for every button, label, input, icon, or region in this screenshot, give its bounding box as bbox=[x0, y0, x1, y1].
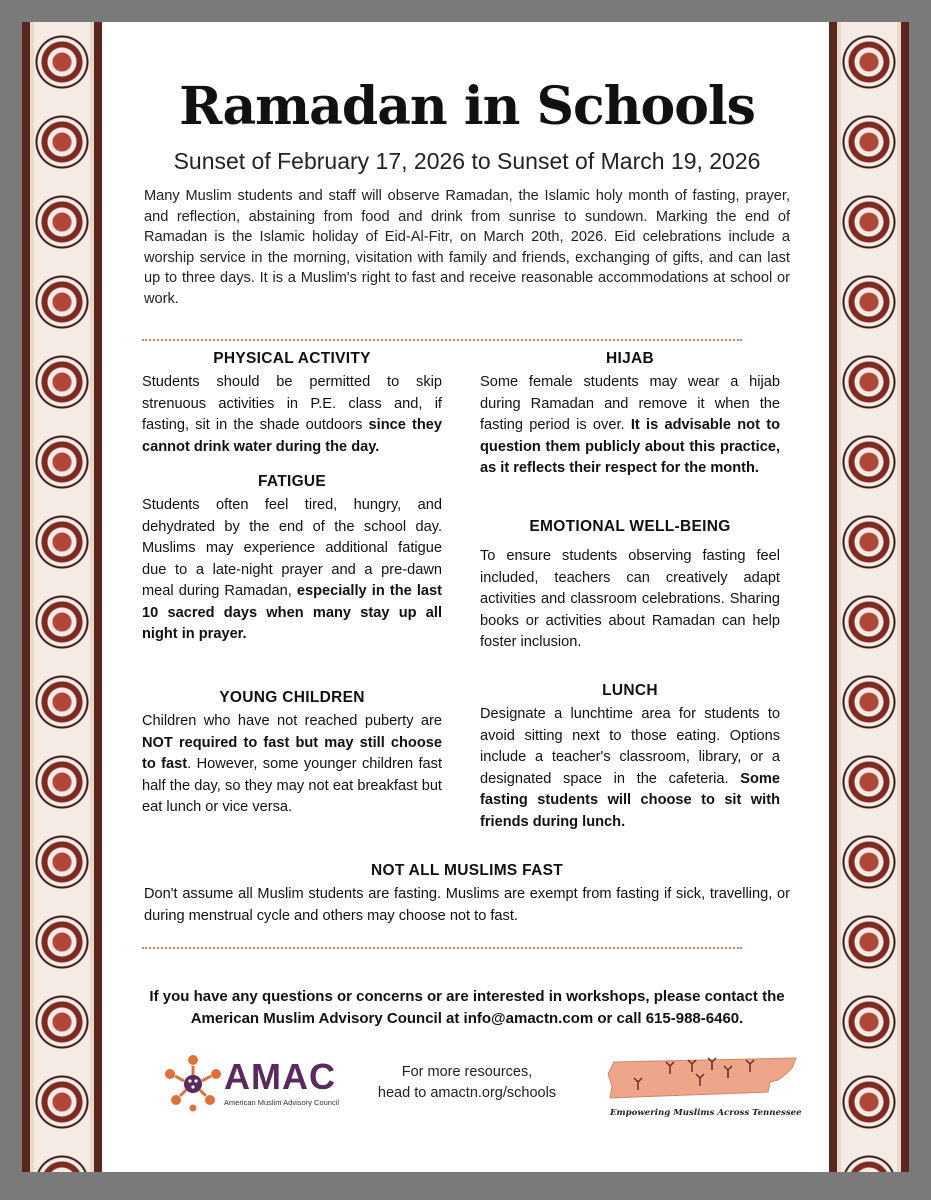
tennessee-logo bbox=[600, 1052, 812, 1122]
flyer-content bbox=[122, 22, 812, 1172]
section-body: Students often feel tired, hungry, and dehydrated by the end of the school day. Muslims may experience additional fatigue due to a late-night prayer and a pre-dawn meal during Ramadan, especially in the last 10 sacred days when many stay up all night in prayer. bbox=[142, 497, 442, 642]
tennessee-tagline: Empowering Muslims Across Tennessee bbox=[610, 1108, 802, 1118]
section-emotional-well-being bbox=[480, 518, 780, 654]
section-body: Don't assume all Muslim students are fasting. Muslims are exempt from fasting if sick, travelling, or during menstrual cycle and others may choose not to fast. bbox=[144, 886, 790, 924]
date-range: Sunset of February 17, 2026 to Sunset of March 19, 2026 bbox=[173, 148, 761, 174]
section-body: Children who have not reached puberty are NOT required to fast but may still choose to fast. However, some younger children fast half the day, so they may not eat breakfast but eat lunch or vice versa. bbox=[142, 713, 443, 815]
resources-note: For more resources, head to amactn.org/schools bbox=[362, 1062, 572, 1104]
section-young-children bbox=[142, 689, 442, 819]
section-body: Some female students may wear a hijab during Ramadan and remove it when the fasting period is over. It is advisable not to question them publicly about this practice, as it reflects their respect for the month. bbox=[480, 374, 780, 476]
section-heading: LUNCH bbox=[602, 682, 658, 699]
section-heading: HIJAB bbox=[605, 350, 654, 367]
section-body: Students should be permitted to skip strenuous activities in P.E. class and, if fasting, sit in the shade outdoors since they cannot drink water during the day. bbox=[142, 374, 442, 455]
right-ornamental-border bbox=[829, 22, 909, 1172]
section-physical-activity bbox=[142, 350, 442, 458]
section-not-all-muslims-fast bbox=[144, 862, 790, 927]
section-body: Designate a lunchtime area for students to avoid sitting next to those eating. Options include a teacher's classroom, library, or a designated space in the cafeteria. Some fasting students will choose to sit with friends during lunch. bbox=[480, 706, 780, 830]
left-ornamental-border bbox=[22, 22, 102, 1172]
amac-full-name: American Muslim Advisory Council bbox=[224, 1098, 340, 1107]
amac-emblem-icon bbox=[162, 1052, 224, 1112]
contact-info: If you have any questions or concerns or are interested in workshops, please contact the American Muslim Advisory Council at info@amactn.com or call 615-988-6460. bbox=[149, 988, 785, 1027]
section-hijab bbox=[480, 350, 780, 480]
intro-paragraph: Many Muslim students and staff will observe Ramadan, the Islamic holy month of fasting, prayer, and reflection, abstaining from food and drink from sunrise to sundown. Marking the end of Ramadan is the Islamic holiday of Eid-Al-Fitr, on March 20th, 2026. Eid celebrations include a worship service in the morning, visitation with family and friends, exchanging of gifts, and can last up to three days. It is a Muslim's right to fast and receive reasonable accommodations at school or work. bbox=[144, 188, 790, 307]
section-body: To ensure students observing fasting feel included, teachers can creatively adapt activities and classroom celebrations. Sharing books or activities about Ramadan can help foster inclusion. bbox=[480, 548, 780, 650]
amac-logo bbox=[162, 1052, 362, 1112]
section-heading: PHYSICAL ACTIVITY bbox=[213, 350, 371, 367]
tennessee-map-icon bbox=[600, 1052, 812, 1108]
section-lunch bbox=[480, 682, 780, 833]
section-heading: FATIGUE bbox=[257, 473, 327, 490]
section-fatigue bbox=[142, 473, 442, 646]
section-heading: YOUNG CHILDREN bbox=[219, 689, 365, 706]
section-heading: NOT ALL MUSLIMS FAST bbox=[371, 862, 563, 879]
amac-wordmark: AMAC bbox=[224, 1056, 336, 1097]
flyer-sheet bbox=[22, 22, 909, 1172]
section-heading: EMOTIONAL WELL-BEING bbox=[529, 518, 731, 535]
dotted-divider bbox=[142, 339, 742, 341]
page-title: Ramadan in Schools bbox=[179, 76, 755, 137]
dotted-divider bbox=[142, 947, 742, 949]
resources-link[interactable]: head to amactn.org/schools bbox=[377, 1085, 557, 1101]
